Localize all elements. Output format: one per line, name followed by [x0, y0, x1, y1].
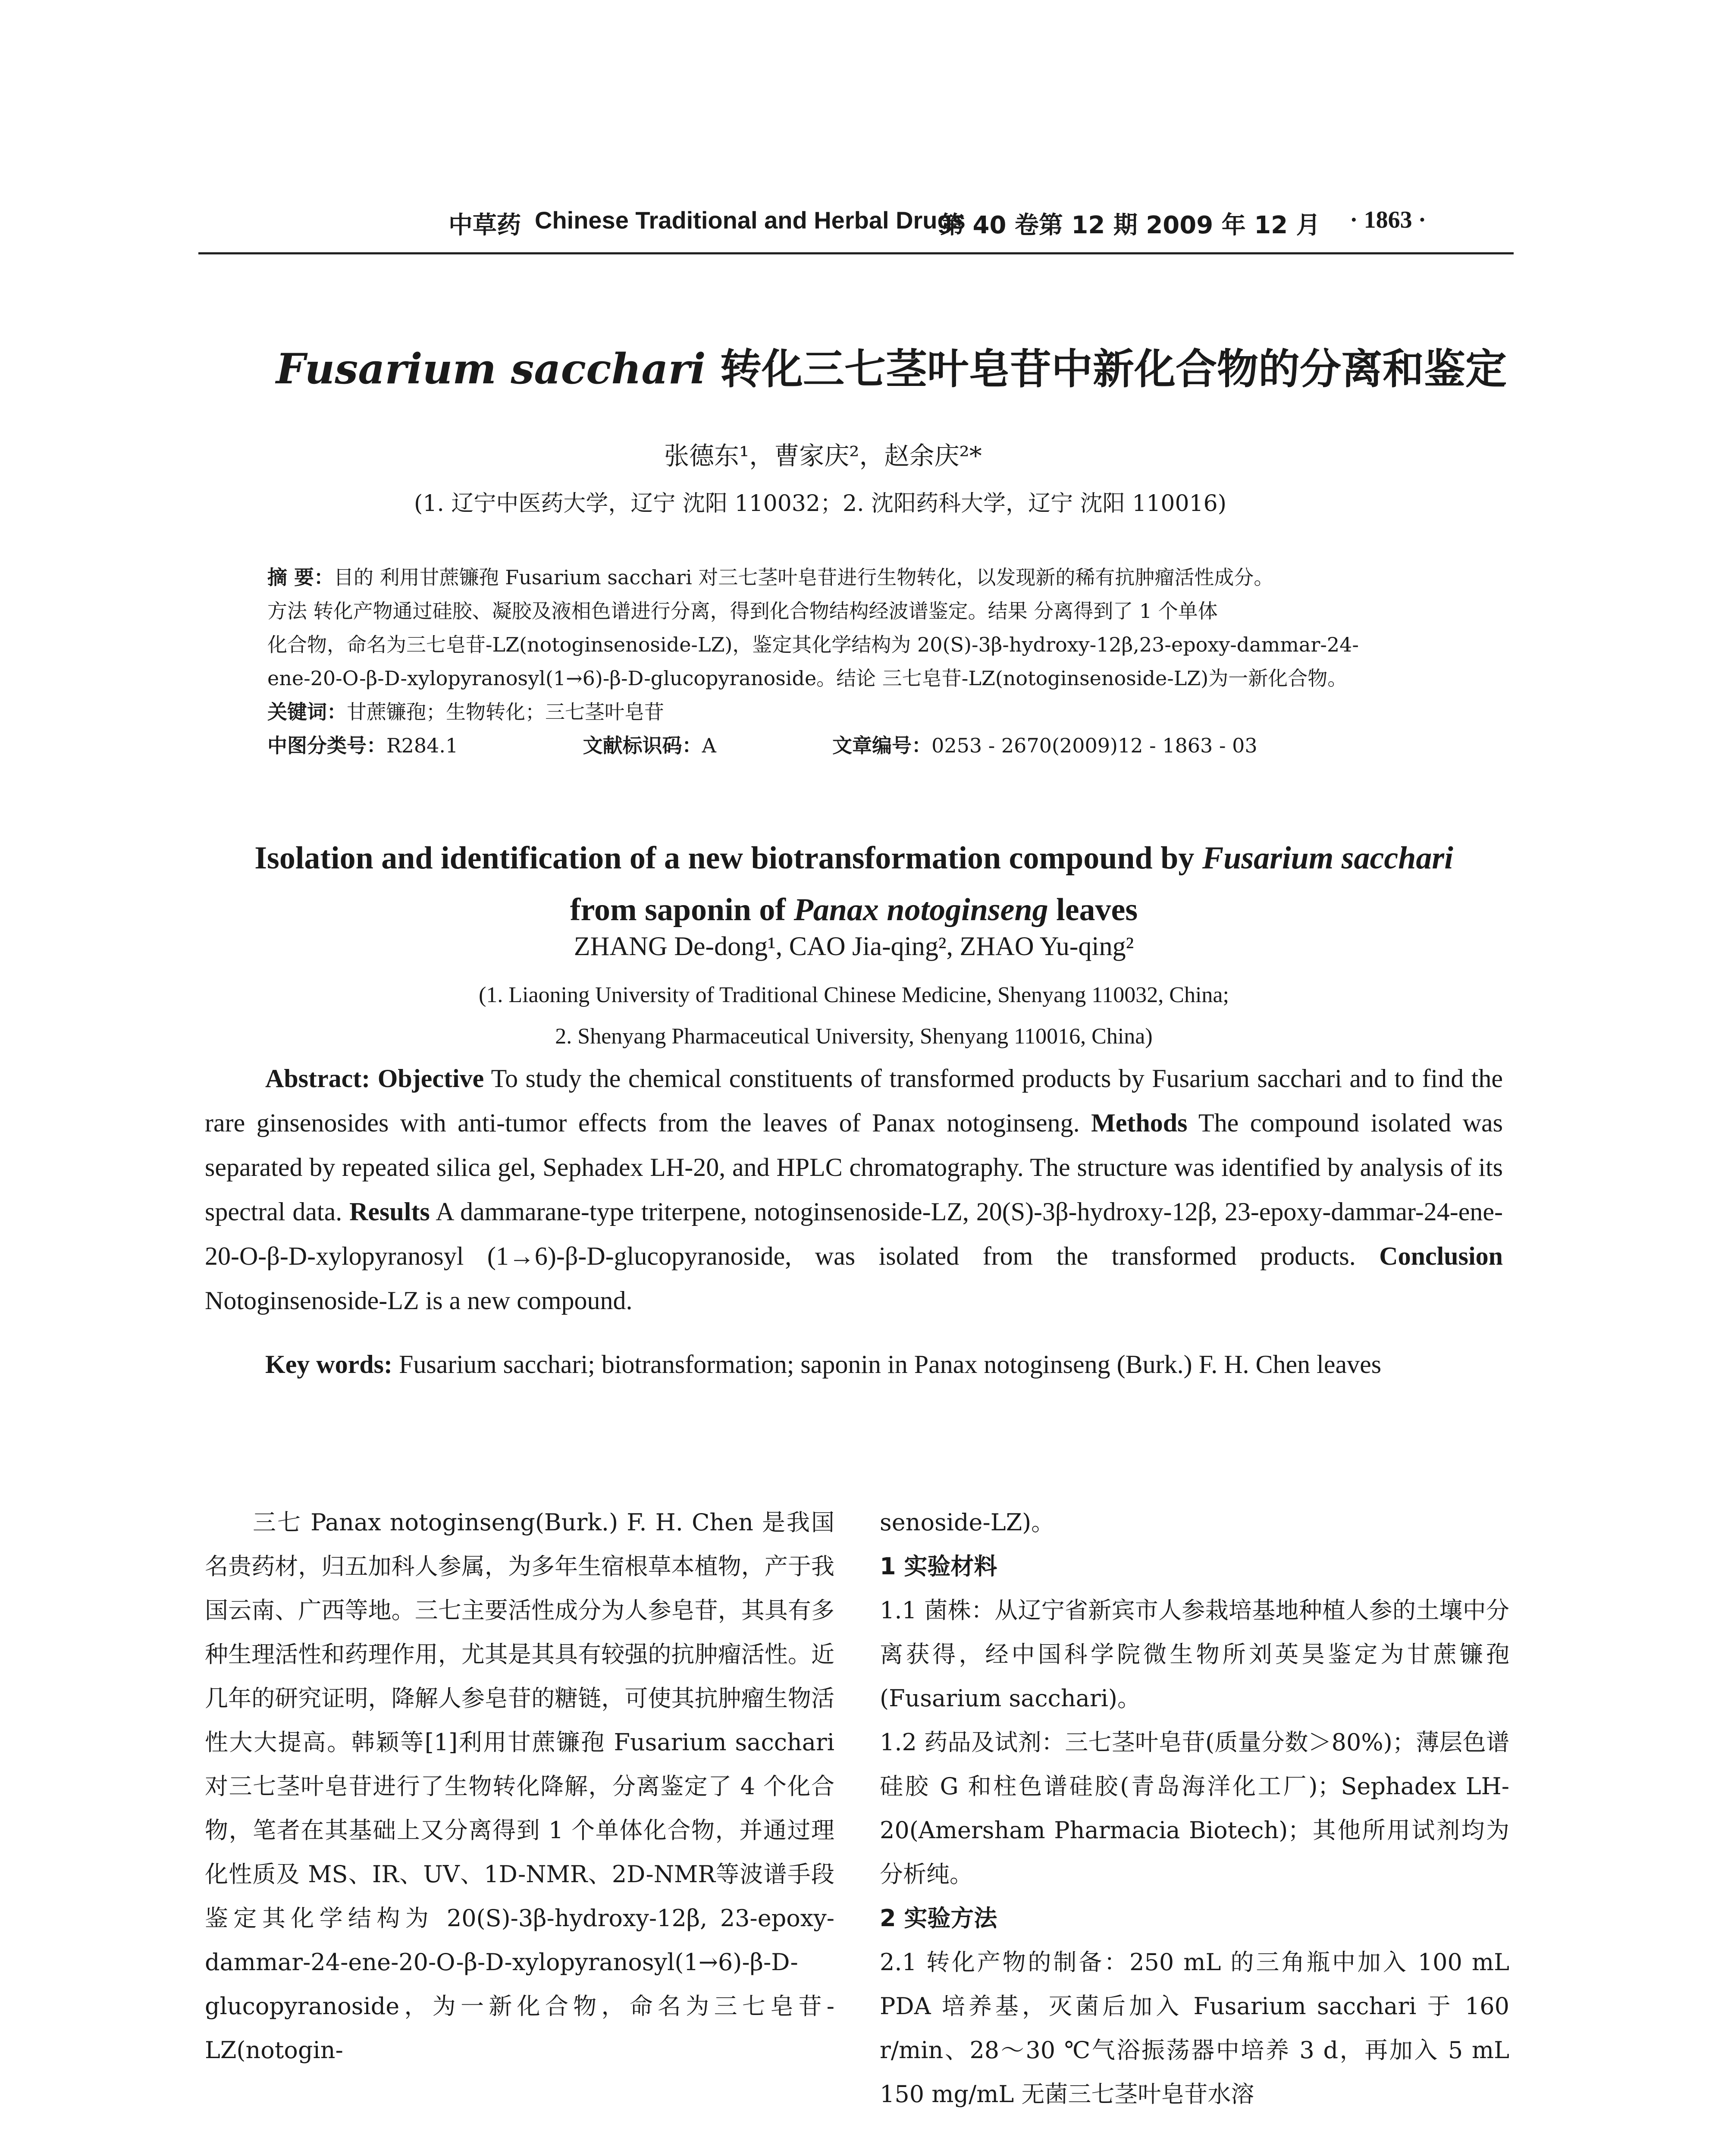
body-left-column — [205, 1501, 834, 2072]
en-affiliation-2: 2. Shenyang Pharmaceutical University, Shenyang 110016, China) — [555, 1024, 1153, 1049]
en-methods: The compound isolated was separated by repeated silica gel, Sephadex LH-20, and HPLC chromatography. The structure was identified by analysis of its spectral data. — [205, 1109, 1503, 1226]
en-title-species: Fusarium sacchari — [1202, 840, 1453, 876]
en-keywords: Fusarium sacchari; biotransformation; saponin in Panax notoginseng (Burk.) F. H. Chen leaves — [392, 1350, 1382, 1379]
cn-abstract-line: ene-20-O-β-D-xylopyranosyl(1→6)-β-D-glucopyranoside。结论 三七皂苷-LZ(notoginsenoside-LZ)为一新化合物。 — [267, 667, 1348, 690]
cn-abstract-line: 化合物，命名为三七皂苷-LZ(notoginsenoside-LZ)，鉴定其化学结构为 20(S)-3β-hydroxy-12β,23-epoxy-dammar-24- — [267, 633, 1359, 656]
section-1-heading: 1 实验材料 — [880, 1553, 997, 1580]
journal-cn-name: 中草药 — [448, 211, 521, 239]
para-1-1: 1.1 菌株：从辽宁省新宾市人参栽培基地种植人参的土壤中分离获得，经中国科学院微生物所刘英昊鉴定为甘蔗镰孢(Fusarium sacchari)。 — [880, 1597, 1509, 1712]
intro-paragraph: 三七 Panax notoginseng(Burk.) F. H. Chen 是我国名贵药材，归五加科人参属，为多年生宿根草本植物，产于我国云南、广西等地。三七主要活性成分为人参皂苷，其具有多种生理活性和药理作用，尤其是其具有较强的抗肿瘤活性。近几年的研究证明，降解人参皂苷的糖链，可使其抗肿瘤生物活性大大提高。韩颖等[1]利用甘蔗镰孢 Fusarium sacchari 对三七茎叶皂苷进行了生物转化降解，分离鉴定了 4 个化合物，笔者在其基础上又分离得到 1 个单体化合物，并通过理化性质及 MS、IR、UV、1D-NMR、2D-NMR等波谱手段鉴定其化学结构为 20(S)-3β-hydroxy-12β, 23-epoxy-dammar-24-ene-20-O-β-D-xylopyranosyl(1→6)-β-D-glucopyranoside，为一新化合物，命名为三七皂苷-LZ(notogin- — [205, 1509, 834, 2064]
en-title-plant: Panax notoginseng — [793, 892, 1048, 928]
body-right-column — [880, 1501, 1509, 2116]
intro-continuation: senoside-LZ)。 — [880, 1509, 1055, 1536]
cn-keywords-label: 关键词： — [267, 700, 347, 724]
en-keywords-label: Key words: — [265, 1350, 392, 1379]
en-methods-label: Methods — [1091, 1109, 1188, 1137]
en-objective: To study the chemical constituents of transformed products by Fusarium sacchari and to find the rare ginsenosides with anti-tumor effects from the leaves of Panax notoginseng. — [205, 1064, 1503, 1137]
cn-title-rest: 转化三七茎叶皂苷中新化合物的分离和鉴定 — [706, 345, 1507, 393]
para-1-2: 1.2 药品及试剂：三七茎叶皂苷(质量分数＞80%)；薄层色谱硅胶 G 和柱色谱硅胶(青岛海洋化工厂)；Sephadex LH-20(Amersham Pharmacia Biotech)；其他所用试剂均为分析纯。 — [880, 1729, 1509, 1888]
cn-abstract-line: 目的 利用甘蔗镰孢 Fusarium sacchari 对三七茎叶皂苷进行生物转化，以发现新的稀有抗肿瘤活性成分。 — [334, 566, 1274, 589]
issue-info: 第 40 卷第 12 期 2009 年 12 月 — [940, 211, 1320, 239]
en-title-line2b: leaves — [1048, 892, 1138, 928]
cn-keywords: 甘蔗镰孢；生物转化；三七茎叶皂苷 — [347, 700, 664, 724]
page-number: · 1863 · — [1350, 207, 1427, 233]
cn-abstract-label: 摘 要： — [267, 566, 334, 589]
en-title-line2a: from saponin of — [570, 892, 794, 928]
cn-affiliation: (1. 辽宁中医药大学，辽宁 沈阳 110032；2. 沈阳药科大学，辽宁 沈阳 110016) — [414, 491, 1226, 517]
clc-value: R284.1 — [386, 734, 458, 757]
clc-label: 中图分类号： — [267, 734, 386, 757]
en-title-line1: Isolation and identification of a new biotransformation compound by — [254, 840, 1202, 876]
en-authors: ZHANG De-dong¹, CAO Jia-qing², ZHAO Yu-qing² — [574, 932, 1134, 961]
doc-code-label: 文献标识码： — [583, 734, 702, 757]
cn-abstract — [267, 561, 1458, 762]
cn-abstract-line: 方法 转化产物通过硅胶、凝胶及液相色谱进行分离，得到化合物结构经波谱鉴定。结果 分离得到了 1 个单体 — [267, 599, 1218, 623]
journal-en-name: Chinese Traditional and Herbal Drugs — [535, 207, 966, 234]
header-rule — [198, 252, 1514, 254]
cn-title-latin: Fusarium sacchari — [276, 345, 706, 393]
article-no-label: 文章编号： — [832, 734, 932, 757]
running-header — [448, 206, 1483, 241]
section-2-heading: 2 实验方法 — [880, 1905, 997, 1932]
en-affiliation-1: (1. Liaoning University of Traditional Chinese Medicine, Shenyang 110032, China; — [479, 983, 1229, 1007]
en-abstract-label: Abstract: Objective — [265, 1064, 484, 1093]
en-results: A dammarane-type triterpene, notoginsenoside-LZ, 20(S)-3β-hydroxy-12β, 23-epoxy-dammar-24-ene-20-O-β-D-xylopyranosyl (1→6)-β-D-glucopyranoside, was isolated from the transformed products. — [205, 1197, 1503, 1270]
doc-code-value: A — [702, 734, 716, 757]
en-abstract — [205, 1056, 1503, 1387]
cn-authors: 张德东¹，曹家庆²，赵余庆²* — [664, 441, 982, 470]
en-affiliation — [233, 975, 1475, 1057]
en-conclusion-label: Conclusion — [1379, 1242, 1503, 1270]
para-2-1: 2.1 转化产物的制备：250 mL 的三角瓶中加入 100 mL PDA 培养基，灭菌后加入 Fusarium sacchari 于 160 r/min、28～30 ℃气浴振荡器中培养 3 d，再加入 5 mL 150 mg/mL 无菌三七茎叶皂苷水溶 — [880, 1949, 1509, 2108]
article-no-value: 0253 - 2670(2009)12 - 1863 - 03 — [931, 734, 1257, 757]
cn-title — [276, 336, 1507, 395]
en-title — [233, 832, 1475, 936]
en-conclusion: Notoginsenoside-LZ is a new compound. — [205, 1286, 633, 1315]
en-results-label: Results — [349, 1197, 430, 1226]
